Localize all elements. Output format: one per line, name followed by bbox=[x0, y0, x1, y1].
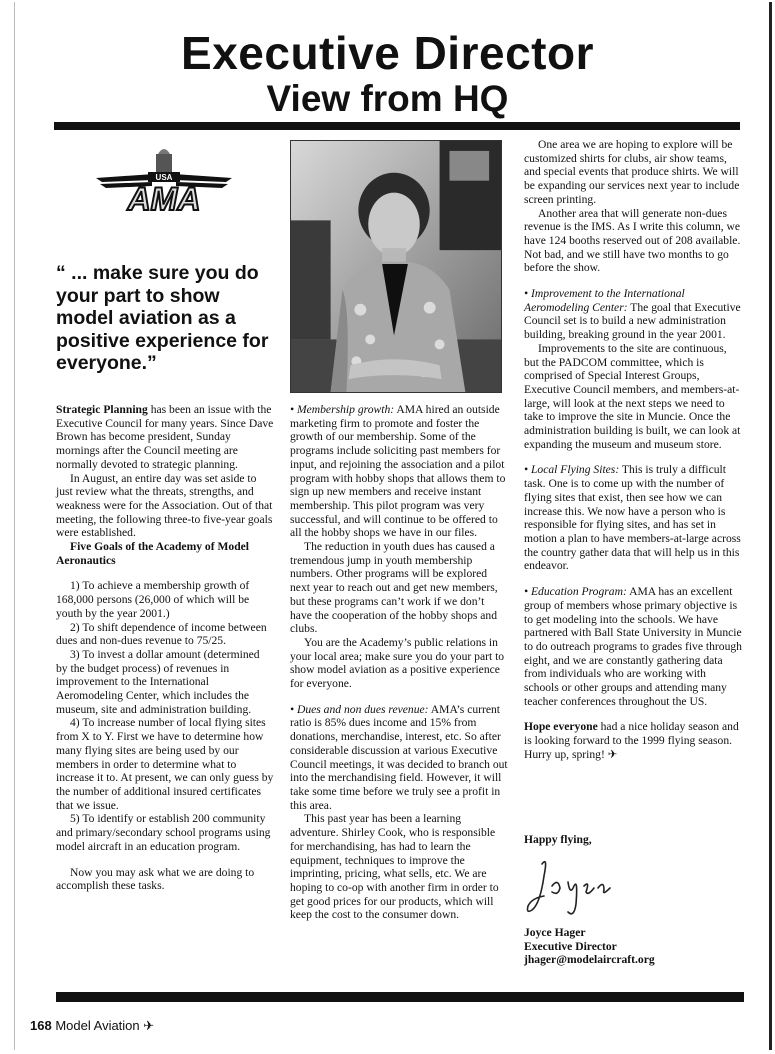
author-title: Executive Director bbox=[524, 939, 617, 953]
top-rule bbox=[54, 122, 740, 130]
paragraph: Now you may ask what we are doing to accomplish these tasks. bbox=[56, 865, 255, 893]
page-title: Executive Director bbox=[181, 27, 594, 79]
magazine-name: Model Aviation bbox=[55, 1018, 140, 1033]
paragraph: • Improvement to the International Aeromodeling Center: The goal that Executive Council set is to build a new administration building, breaking ground in the year 2001. bbox=[524, 287, 741, 342]
goal-item: 3) To invest a dollar amount (determined by the budget process) of revenues in improvement to the International Aeromodeling Center, which includes the museum, site and administration building. bbox=[56, 647, 260, 716]
paragraph: Improvements to the site are continuous, but the PADCOM committee, which is comprised of Special Interest Groups, Executive Council members, and members-at-large, will look at the next steps we need to take to improve the site in Muncie. Once the administration building is built, we can look at expanding the museum and museum store. bbox=[524, 341, 741, 451]
left-column bbox=[56, 403, 274, 893]
goal-item: 2) To shift dependence of income between dues and non-dues revenue to 75/25. bbox=[56, 620, 267, 648]
paragraph: Strategic Planning has been an issue with the Executive Council for many years. Since Dave Brown has become president, Sunday mornings after the Council meeting are normally devoted to strategic planning. bbox=[56, 403, 274, 471]
logo-text: AMA bbox=[127, 181, 201, 216]
footer bbox=[30, 1018, 154, 1034]
logo-badge: USA bbox=[155, 173, 173, 182]
page-number: 168 bbox=[30, 1018, 52, 1033]
paragraph: • Education Program: AMA has an excellent group of members whose primary objective is to get modeling into the schools. We have partnered with Ball State University in Muncie to do outreach programs to grades five through eight, and we are constantly gathering data from individuals who are working with schools or other groups and attending many teacher conferences throughout the US. bbox=[524, 585, 742, 708]
paragraph: • Local Flying Sites: This is truly a difficult task. One is to come up with the number of flying sites that exist, then see how we can increase this. We now have a person who is responsible for flying sites, and has set in motion a plan to have members-at-large across the country gather data that will help us in this endeavor. bbox=[524, 463, 741, 573]
author-name: Joyce Hager bbox=[524, 926, 586, 939]
paragraph: You are the Academy’s public relations in your local area; make sure you do your part to show model aviation as a positive experience for everyone. bbox=[290, 635, 505, 691]
paragraph: One area we are hoping to explore will be customized shirts for clubs, air show teams, and special events that produce shirts. We will be expanding our services next year to include screen printing. bbox=[524, 138, 740, 206]
airplane-icon: ✈ bbox=[143, 1018, 155, 1033]
page-subtitle: View from HQ bbox=[266, 78, 509, 119]
paragraph: Hope everyone had a nice holiday season and is looking forward to the 1999 flying season. Hurry up, spring! ✈ bbox=[524, 720, 739, 761]
paragraph: • Membership growth: AMA hired an outside marketing firm to promote and foster the growth of our membership. Some of the programs include soliciting past members for input, and rejoining the association and a pilot program with hobby shops that allows them to sign up new members and receive instant membership. This pilot program was very successful, and will continue to be offered to all the hobby shops we have in our files. bbox=[290, 403, 506, 540]
bottom-rule bbox=[56, 992, 744, 1002]
paragraph: This past year has been a learning adventure. Shirley Cook, who is responsible for merchandising, has had to learn the equipment, techniques to improve the imprinting, pricing, what sells, etc. We are hoping to co-op with another firm in order to get good prices for our products, which will keep the cost to the consumer down. bbox=[290, 812, 499, 922]
greeting: Happy flying, bbox=[524, 833, 592, 846]
ama-logo bbox=[96, 148, 232, 216]
goals-heading: Five Goals of the Academy of Model Aeronautics bbox=[56, 540, 250, 567]
paragraph: Another area that will generate non-dues revenue is the IMS. As I write this column, we have 124 booths reserved out of 208 available. Not bad, and we still have two months to go before the show. bbox=[524, 206, 741, 275]
goal-item: 5) To identify or establish 200 community and primary/secondary school programs using model aircraft in an education program. bbox=[56, 812, 271, 853]
paragraph: In August, an entire day was set aside to just review what the threats, strengths, and weakness were for the Association. Out of that meeting, the following three-to five-year goals were established. bbox=[56, 471, 273, 540]
paragraph: The reduction in youth dues has caused a tremendous jump in youth membership numbers. Other programs will be explored next year to reach out and get new members, but these programs can’t work if we don’t have the cooperation of the hobby shops and clubs. bbox=[290, 540, 498, 636]
middle-column bbox=[290, 403, 508, 922]
author-email: jhager@modelaircraft.org bbox=[524, 953, 655, 967]
right-column bbox=[524, 138, 742, 762]
signature-block bbox=[524, 926, 744, 967]
signature-image bbox=[524, 852, 634, 924]
goal-item: 4) To increase number of local flying sites from X to Y. First we have to determine how many flying sites are being used by our members in order to determine what to increase it to. At present, we can only guess by the number of additional insured certificates that we issue. bbox=[56, 716, 274, 812]
pull-quote: “ ... make sure you do your part to show model aviation as a positive experience for everyone.” bbox=[56, 262, 269, 374]
author-photo bbox=[290, 140, 502, 393]
goal-item: 1) To achieve a membership growth of 168,000 persons (26,000 of which will be youth by the year 2001.) bbox=[56, 579, 250, 620]
paragraph: • Dues and non dues revenue: AMA’s current ratio is 85% dues income and 15% from donations, merchandise, interest, etc. So after considerable discussion at various Executive Council meetings, it was decided to branch out into the merchandising field. However, it will take some time before we truly see a profit in this area. bbox=[290, 702, 508, 812]
